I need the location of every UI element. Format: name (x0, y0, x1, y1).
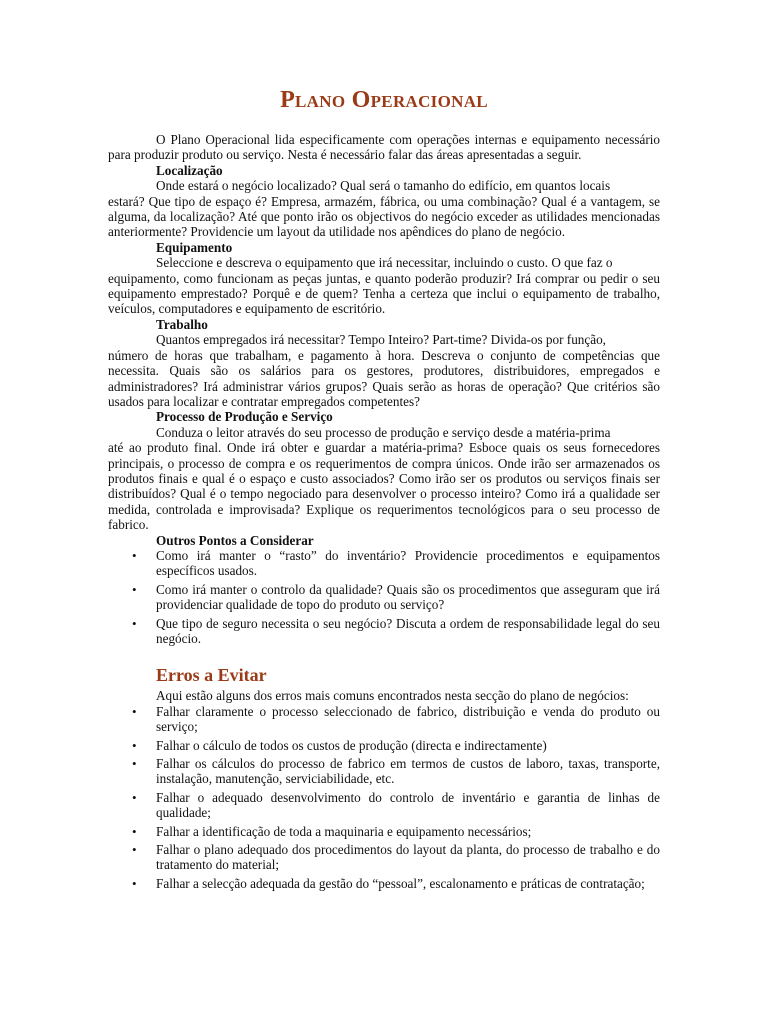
list-item (108, 790, 660, 821)
list-item-text: Falhar o cálculo de todos os custos de produção (directa e indirectamente) (156, 737, 547, 753)
section-body-rest: estará? Que tipo de espaço é? Empresa, armazém, fábrica, ou uma combinação? Qual é a vantagem, se alguma, da localização? Até que ponto irão os objectivos do negócio exceder as utilidades mencionadas anteriormente? Providencie um layout da utilidade nos apêndices do plano de negócio. (108, 193, 660, 240)
section-body-first: Onde estará o negócio localizado? Qual será o tamanho do edifício, em quantos locais (156, 178, 611, 194)
bullet-icon: • (132, 875, 137, 891)
bullet-icon: • (132, 581, 137, 597)
section-body-rest: até ao produto final. Onde irá obter e guardar a matéria-prima? Esboce quais os seus fornecedores principais, o processo de compra e os requerimentos de compra únicos. Onde irão ser armazenados os produtos finais e qual é o espaço e custo associados? Como irão ser os produtos ou serviços finais ser distribuídos? Qual é o tempo negociado para desenvolver o processo inteiro? Como irá a qualidade ser medida, controlada e improvisada? Explique os requerimentos tecnológicos para o seu processo de fabrico. (108, 440, 660, 533)
list-item (108, 738, 660, 753)
list-item (108, 842, 660, 873)
outros-list (108, 548, 660, 646)
bullet-icon: • (132, 737, 137, 753)
section-body-rest: equipamento, como funcionam as peças juntas, e quanto poderão produzir? Irá comprar ou pedir o seu equipamento emprestado? Porquê e de quem? Tenha a certeza que inclui o equipamento de trabalho, veículos, computadores e equipamento de escritório. (108, 270, 660, 317)
list-item (108, 704, 660, 735)
bullet-icon: • (132, 789, 137, 805)
list-item-text: Falhar a identificação de toda a maquinaria e equipamento necessários; (156, 823, 532, 839)
section-producao (108, 409, 660, 532)
bullet-icon: • (132, 547, 137, 563)
list-item-text: Que tipo de seguro necessita o seu negócio? Discuta a ordem de responsabilidade legal do seu negócio. (156, 615, 660, 646)
erros-intro: Aqui estão alguns dos erros mais comuns encontrados nesta secção do plano de negócios: (156, 688, 629, 704)
section-heading: Processo de Produção e Serviço (156, 409, 333, 425)
section-erros (108, 664, 660, 891)
section-heading-erros: Erros a Evitar (156, 665, 267, 686)
bullet-icon: • (132, 756, 137, 772)
section-outros (108, 533, 660, 647)
section-body-first: Quantos empregados irá necessitar? Tempo Inteiro? Part-time? Divida-os por função, (156, 332, 606, 348)
list-item-text: Como irá manter o controlo da qualidade? Quais são os procedimentos que asseguram que irá providenciar qualidade de topo do produto ou serviço? (156, 581, 660, 613)
bullet-icon: • (132, 823, 137, 839)
list-item (108, 582, 660, 613)
list-item (108, 876, 660, 891)
bullet-icon: • (132, 615, 137, 631)
section-heading: Localização (156, 162, 223, 178)
list-item-text: Falhar claramente o processo seleccionado de fabrico, distribuição e venda do produto ou serviço; (156, 703, 660, 735)
list-item-text: Falhar o adequado desenvolvimento do controlo de inventário e garantia de linhas de qualidade; (156, 789, 660, 821)
section-heading: Trabalho (156, 316, 208, 332)
section-localizacao (108, 163, 660, 240)
section-heading: Equipamento (156, 239, 233, 255)
list-item-text: Falhar a selecção adequada da gestão do “pessoal”, escalonamento e práticas de contratação; (156, 875, 645, 891)
bullet-icon: • (132, 703, 137, 719)
list-item (108, 756, 660, 787)
intro-paragraph: O Plano Operacional lida especificamente com operações internas e equipamento necessário para produzir produto ou serviço. Nesta é necessário falar das áreas apresentadas a seguir. (108, 132, 660, 163)
bullet-icon: • (132, 842, 137, 858)
list-item-text: Falhar o plano adequado dos procedimentos do layout da planta, do processo de trabalho e do tratamento do material; (156, 842, 660, 873)
list-item (108, 616, 660, 647)
list-item-text: Como irá manter o “rasto” do inventário? Providencie procedimentos e equipamentos específicos usados. (156, 547, 660, 579)
erros-list (108, 704, 660, 891)
section-body-rest: número de horas que trabalham, e pagamento à hora. Descreva o conjunto de competências que necessita. Quais são os salários para os gestores, produtores, distribuidores, empregados e administradores? Irá administrar vários grupos? Quais serão as horas de operação? Que critérios são usados para localizar e contratar empregados competentes? (108, 347, 660, 409)
list-item (108, 824, 660, 839)
section-body-first: Seleccione e descreva o equipamento que irá necessitar, incluindo o custo. O que faz o (156, 255, 613, 271)
section-equipamento (108, 240, 660, 317)
section-heading: Outros Pontos a Considerar (156, 532, 314, 548)
section-trabalho (108, 317, 660, 409)
page-title: Plano Operacional (280, 87, 488, 113)
list-item (108, 548, 660, 579)
section-body-first: Conduza o leitor através do seu processo de produção e serviço desde a matéria-prima (156, 424, 611, 440)
list-item-text: Falhar os cálculos do processo de fabrico em termos de custos de laboro, taxas, transporte, instalação, manutenção, serviciabilidade, etc. (156, 756, 660, 787)
